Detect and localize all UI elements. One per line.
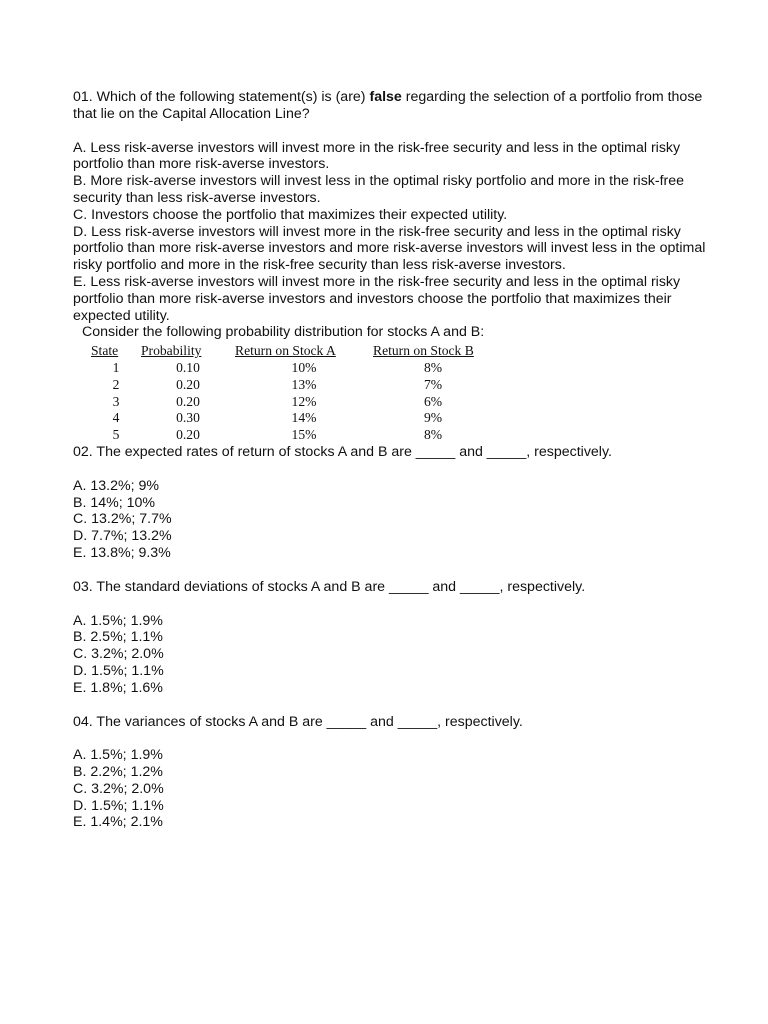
- cell-return-b: 7%: [423, 376, 443, 392]
- cell-return-b: 6%: [423, 393, 443, 409]
- cell-return-a: 15%: [291, 427, 317, 443]
- question-03: 03. The standard deviations of stocks A and B are _____ and _____, respectively.: [73, 578, 586, 595]
- q2-option-c: C. 13.2%; 7.7%: [73, 511, 172, 528]
- cell-probability: 0.10: [176, 359, 200, 375]
- q3-option-a: A. 1.5%; 1.9%: [73, 612, 163, 629]
- cell-state: 1: [112, 359, 120, 375]
- q4-option-b: B. 2.2%; 1.2%: [73, 764, 163, 781]
- question-01-suffix: regarding the selection of a portfolio from those that lie on the Capital Allocation Line?: [73, 89, 703, 122]
- question-02: 02. The expected rates of return of stocks A and B are _____ and _____, respectively.: [73, 443, 612, 460]
- table-row: [91, 377, 493, 394]
- question-01-emphasis: false: [369, 89, 402, 105]
- cell-state: 5: [112, 427, 120, 443]
- document-content: [73, 89, 713, 831]
- table-row: [91, 360, 493, 377]
- table-header-return-a: Return on Stock A: [235, 343, 336, 359]
- q1-option-e: E. Less risk-averse investors will invest more in the risk-free security and less in the optimal risky portfolio than more risk-averse investors and investors choose the portfolio that maximizes their expected utility.: [73, 273, 681, 324]
- cell-state: 4: [112, 410, 120, 426]
- cell-probability: 0.20: [176, 376, 200, 392]
- table-row: [91, 394, 493, 411]
- q2-option-a: A. 13.2%; 9%: [73, 477, 159, 494]
- question-01: [73, 89, 713, 123]
- table-row: [91, 410, 493, 427]
- q2-option-d: D. 7.7%; 13.2%: [73, 528, 172, 545]
- table-header-state: State: [91, 343, 119, 359]
- question-01-prefix: 01. Which of the following statement(s) is (are): [73, 89, 370, 105]
- probability-table: [91, 343, 493, 444]
- q3-option-b: B. 2.5%; 1.1%: [73, 629, 163, 646]
- table-header-return-b: Return on Stock B: [373, 343, 474, 359]
- q1-option-d: D. Less risk-averse investors will invest more in the risk-free security and less in the optimal risky portfolio than more risk-averse investors and more risk-averse investors will invest less in the optimal risky portfolio and more in the risk-free security than less risk-averse investors.: [73, 223, 706, 274]
- cell-probability: 0.20: [176, 427, 200, 443]
- q1-option-c: C. Investors choose the portfolio that maximizes their expected utility.: [73, 206, 508, 223]
- cell-probability: 0.20: [176, 393, 200, 409]
- cell-return-a: 13%: [291, 376, 317, 392]
- table-header-probability: Probability: [141, 343, 202, 359]
- table-header-row: [91, 343, 493, 360]
- q3-option-c: C. 3.2%; 2.0%: [73, 646, 164, 663]
- q4-option-e: E. 1.4%; 2.1%: [73, 814, 163, 831]
- q4-option-c: C. 3.2%; 2.0%: [73, 780, 164, 797]
- q2-option-e: E. 13.8%; 9.3%: [73, 544, 171, 561]
- cell-return-b: 9%: [423, 410, 443, 426]
- cell-return-a: 14%: [291, 410, 317, 426]
- q3-option-d: D. 1.5%; 1.1%: [73, 662, 164, 679]
- q1-option-b: B. More risk-averse investors will invest less in the optimal risky portfolio and more in the risk-free security than less risk-averse investors.: [73, 173, 685, 206]
- q2-option-b: B. 14%; 10%: [73, 494, 156, 511]
- question-04: 04. The variances of stocks A and B are _____ and _____, respectively.: [73, 713, 523, 730]
- cell-return-b: 8%: [423, 427, 443, 443]
- q4-option-d: D. 1.5%; 1.1%: [73, 797, 164, 814]
- consider-text: Consider the following probability distribution for stocks A and B:: [82, 324, 485, 341]
- cell-probability: 0.30: [176, 410, 200, 426]
- cell-return-b: 8%: [423, 359, 443, 375]
- cell-state: 3: [112, 393, 120, 409]
- cell-return-a: 10%: [291, 359, 317, 375]
- q3-option-e: E. 1.8%; 1.6%: [73, 679, 163, 696]
- q4-option-a: A. 1.5%; 1.9%: [73, 747, 163, 764]
- cell-return-a: 12%: [291, 393, 317, 409]
- q1-option-a: A. Less risk-averse investors will invest more in the risk-free security and less in the optimal risky portfolio than more risk-averse investors.: [73, 139, 681, 173]
- table-row: [91, 427, 493, 444]
- cell-state: 2: [112, 376, 120, 392]
